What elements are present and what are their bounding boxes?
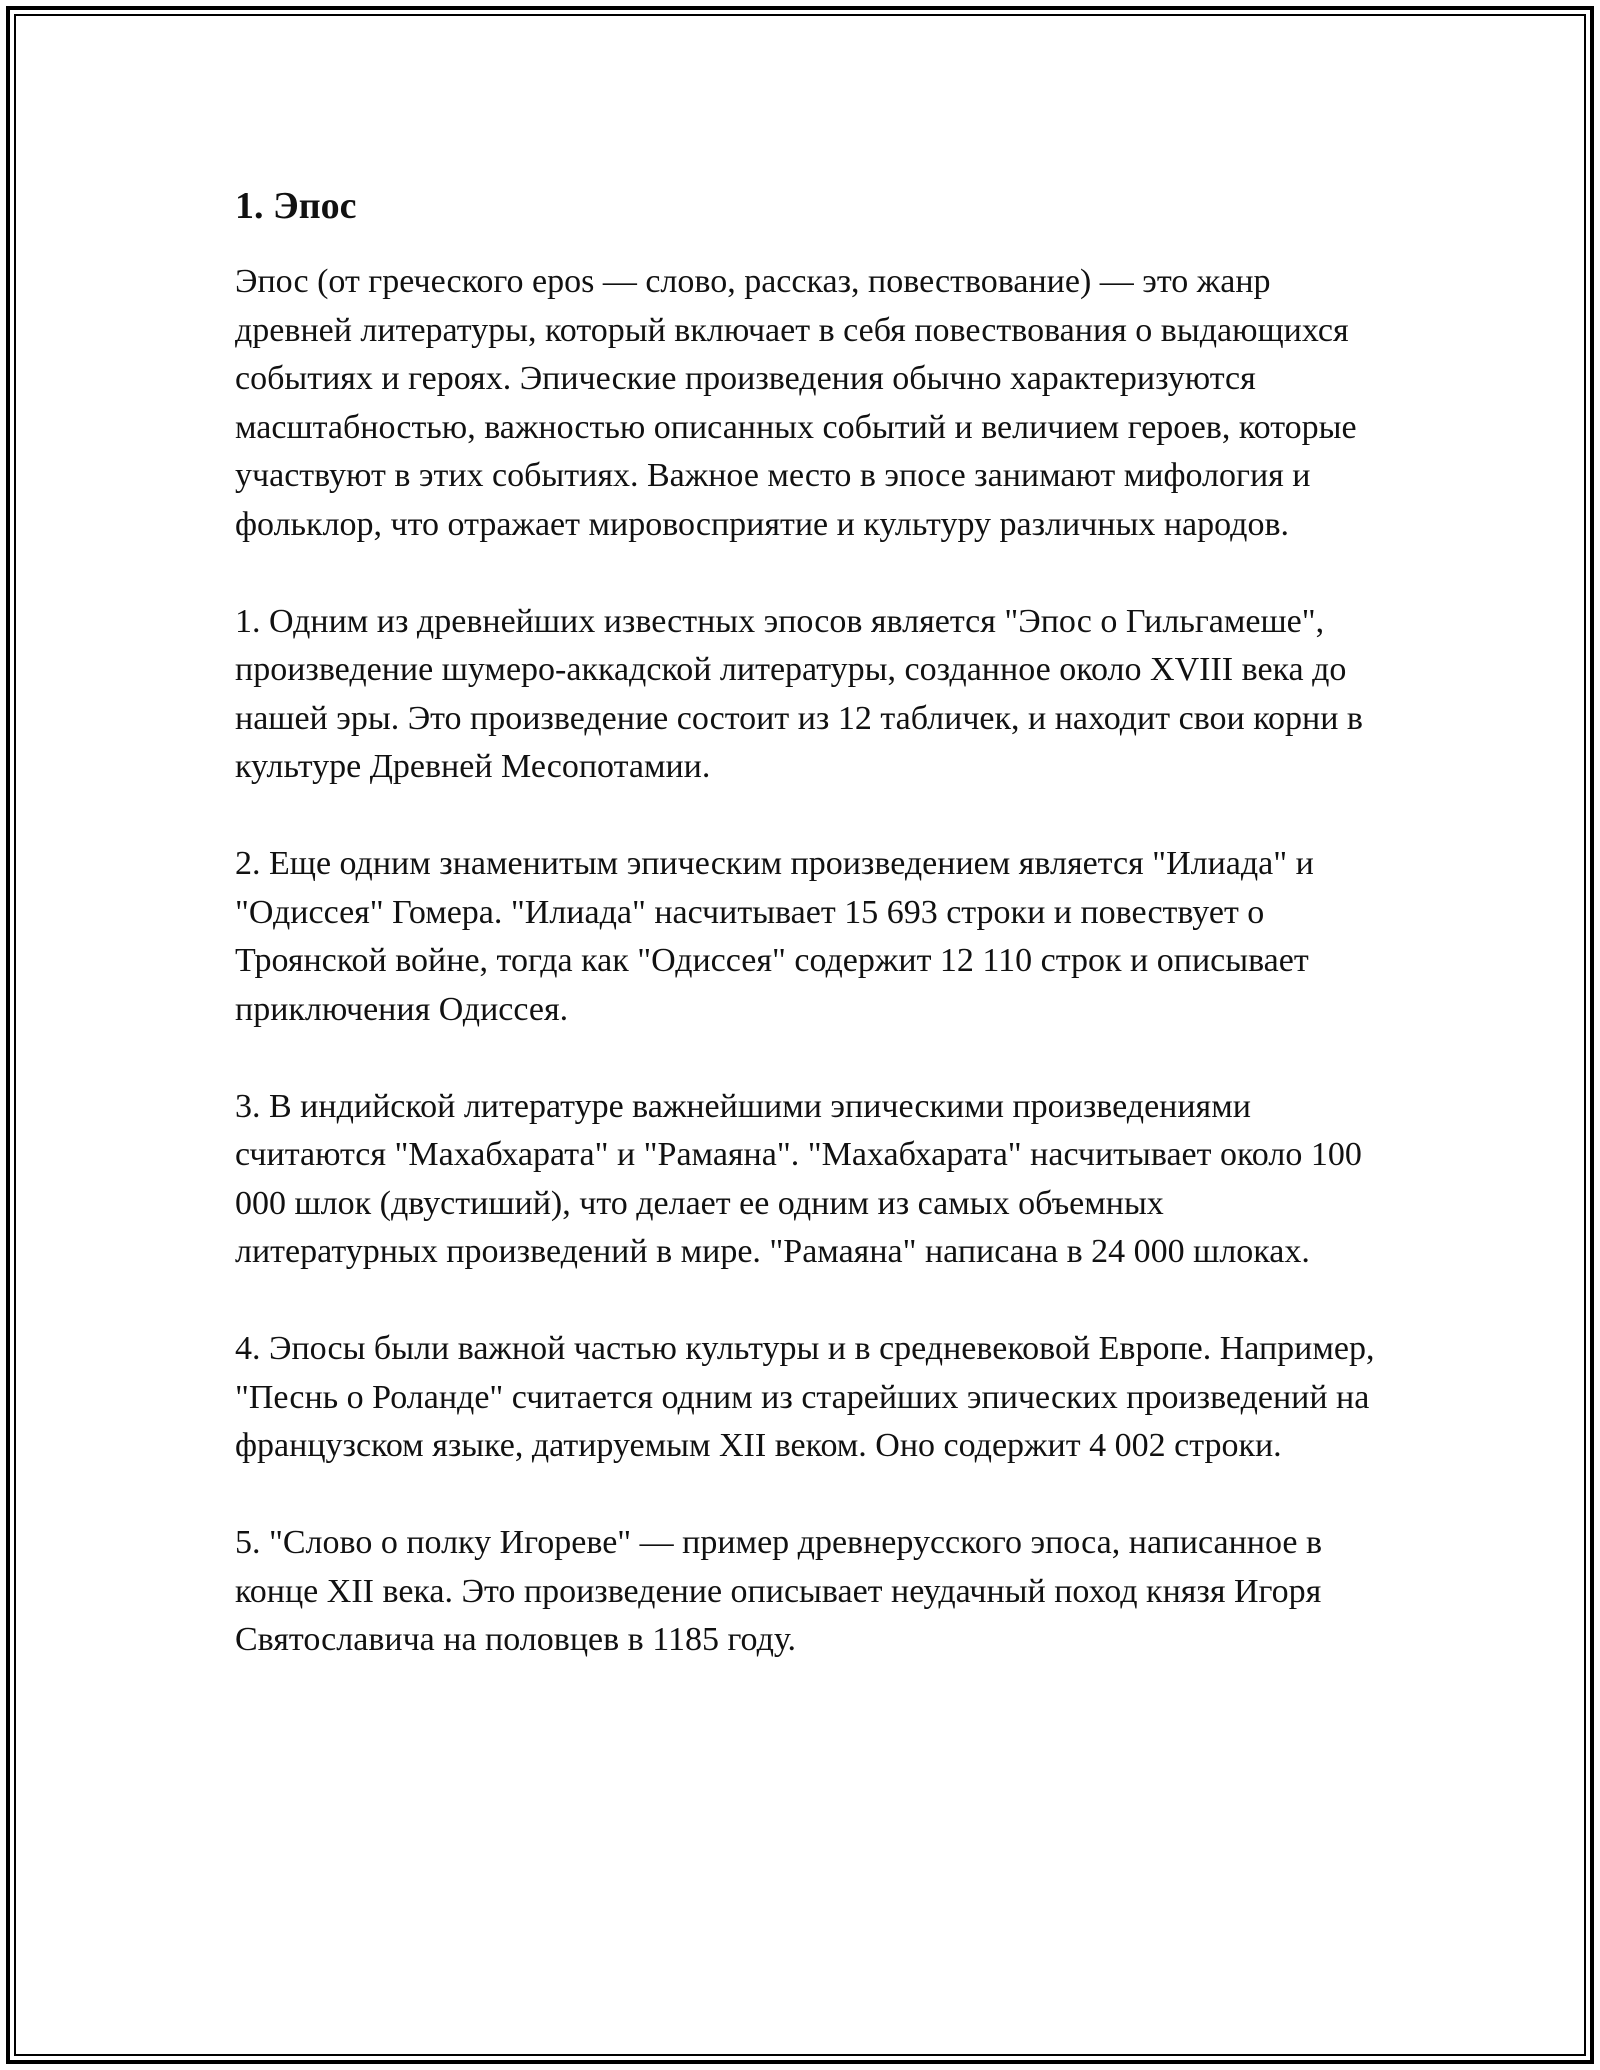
paragraph-indian-epics: 3. В индийской литературе важнейшими эпическими произведениями считаются "Махабхарата" и "Рамаяна". "Махабхарата" насчитывает около 100 000 шлок (двустиший), что делает ее одним из самых объемных литературных произведений в мире. "Рамаяна" написана в 24 000 шлоках. [235,1087,1362,1270]
paragraph-gilgamesh: 1. Одним из древнейших известных эпосов является "Эпос о Гильгамеше", произведение шумеро-аккадской литературы, созданное около XVIII века до нашей эры. Это произведение состоит из 12 табличек, и находит свои корни в культуре Древней Месопотамии. [235,602,1363,785]
section-heading: 1. Эпос [235,185,357,227]
paragraph-igor-tale: 5. "Слово о полку Игореве" — пример древнерусского эпоса, написанное в конце XII века. Это произведение описывает неудачный поход князя Игоря Святославича на половцев в 1185 году. [235,1524,1323,1658]
intro-paragraph: Эпос (от греческого epos — слово, рассказ, повествование) — это жанр древней литературы, который включает в себя повествования о выдающихся событиях и героях. Эпические произведения обычно характеризуются масштабностью, важностью описанных событий и величием героев, которые участвуют в этих событиях. Важное место в эпосе занимают мифология и фольклор, что отражает мировосприятие и культуру различных народов. [235,263,1357,543]
paragraph-european-epics: 4. Эпосы были важной частью культуры и в средневековой Европе. Например, "Песнь о Роланде" считается одним из старейших эпических произведений на французском языке, датируемым XII веком. Оно содержит 4 002 строки. [235,1330,1375,1464]
document-body [235,184,1375,1713]
paragraph-homer: 2. Еще одним знаменитым эпическим произведением является "Илиада" и "Одиссея" Гомера. "Илиада" насчитывает 15 693 строки и повествует о Троянской войне, тогда как "Одиссея" содержит 12 110 строк и описывает приключения Одиссея. [235,845,1314,1028]
